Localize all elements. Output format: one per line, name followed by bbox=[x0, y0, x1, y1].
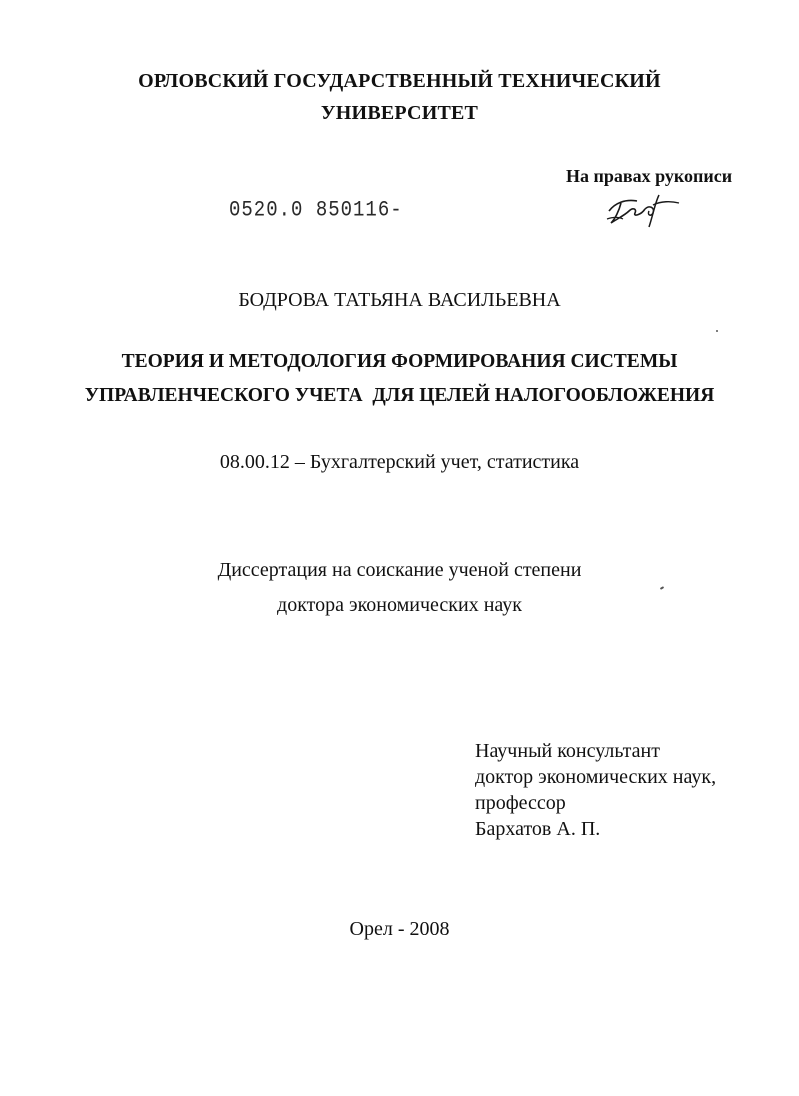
consultant-degree: доктор экономических наук, bbox=[475, 766, 717, 788]
dissertation-title-line-2: УПРАВЛЕНЧЕСКОГО УЧЕТА ДЛЯ ЦЕЛЕЙ НАЛОГООБЛОЖЕНИЯ bbox=[84, 385, 715, 406]
consultant-rank: профессор bbox=[475, 792, 566, 814]
archive-stamp-number: 0520.0 850116- bbox=[229, 197, 403, 223]
university-name-line-2: УНИВЕРСИТЕТ bbox=[320, 102, 479, 124]
dissertation-title-line-1: ТЕОРИЯ И МЕТОДОЛОГИЯ ФОРМИРОВАНИЯ СИСТЕМЫ bbox=[121, 351, 678, 372]
place-and-year: Орел - 2008 bbox=[349, 918, 450, 940]
signature-icon bbox=[603, 189, 683, 231]
scientific-consultant-block bbox=[475, 738, 716, 842]
scan-speck bbox=[716, 330, 718, 332]
university-name-line-1: ОРЛОВСКИЙ ГОСУДАРСТВЕННЫЙ ТЕХНИЧЕСКИЙ bbox=[138, 70, 661, 92]
consultant-name: Бархатов А. П. bbox=[475, 818, 601, 840]
author-name: БОДРОВА ТАТЬЯНА ВАСИЛЬЕВНА bbox=[238, 289, 561, 311]
manuscript-rights-note: На правах рукописи bbox=[566, 166, 733, 186]
consultant-role: Научный консультант bbox=[475, 740, 660, 762]
specialty-code: 08.00.12 – Бухгалтерский учет, статистика bbox=[219, 451, 580, 473]
degree-line-2: доктора экономических наук bbox=[277, 594, 522, 616]
scan-speck bbox=[660, 586, 664, 590]
degree-line-1: Диссертация на соискание ученой степени bbox=[217, 559, 582, 581]
